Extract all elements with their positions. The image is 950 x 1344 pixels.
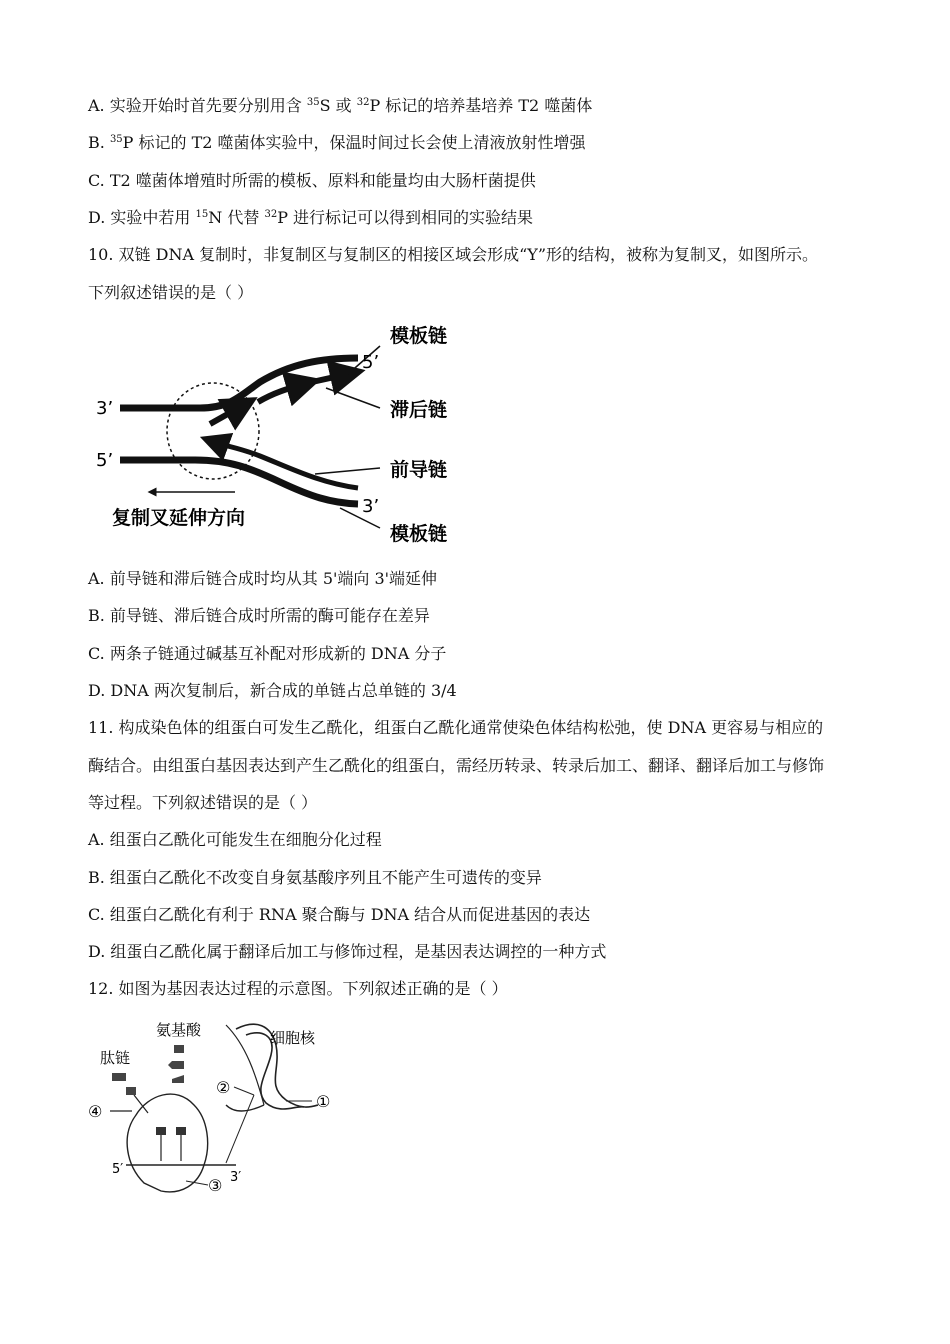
end-5prime: 5′ (112, 1162, 124, 1177)
end-left-top: 3’ (96, 398, 114, 419)
marker-1: ① (316, 1092, 331, 1111)
template-strand-top (120, 358, 358, 408)
q11-stem-line3: 等过程。下列叙述错误的是（ ） (88, 793, 318, 812)
ribosome-outline (127, 1094, 207, 1192)
label-direction: 复制叉延伸方向 (112, 507, 246, 529)
replication-fork-circle (167, 383, 259, 479)
label-template-top: 模板链 (390, 325, 448, 347)
marker-3: ③ (208, 1176, 223, 1195)
label-nucleus: 细胞核 (270, 1029, 316, 1047)
q10-option-d: D. DNA 两次复制后，新合成的单链占总单链的 3/4 (88, 681, 457, 700)
q9-option-c: C. T2 噬菌体增殖时所需的模板、原料和能量均由大肠杆菌提供 (88, 171, 536, 190)
label-leading: 前导链 (390, 459, 448, 481)
trna-2 (176, 1127, 186, 1135)
q10-option-c: C. 两条子链通过碱基互补配对形成新的 DNA 分子 (88, 644, 447, 663)
lagging-fragment-2 (258, 384, 304, 402)
amino-acid-1 (174, 1045, 184, 1053)
label-lagging: 滞后链 (390, 399, 448, 421)
q11-stem-line2: 酶结合。由组蛋白基因表达到产生乙酰化的组蛋白，需经历转录、转录后加工、翻译、翻译后加工与修饰 (88, 756, 825, 775)
end-right-bottom: 3’ (362, 496, 380, 517)
q10-stem-line2: 下列叙述错误的是（ ） (88, 283, 254, 302)
q11-stem-line1: 11. 构成染色体的组蛋白可发生乙酰化，组蛋白乙酰化通常使染色体结构松弛，使 DNA 更容易与相应的 (88, 718, 824, 737)
pointer-2 (234, 1087, 254, 1095)
q12-stem: 12. 如图为基因表达过程的示意图。下列叙述正确的是（ ） (88, 979, 508, 998)
q9-option-d: D. 实验中若用 $^{15}$N 代替 $^{32}$P 进行标记可以得到相同的实验结果 (88, 208, 534, 227)
pointer-3 (186, 1181, 208, 1185)
amino-acid-3 (172, 1075, 184, 1083)
lagging-fragment-3 (312, 374, 348, 382)
pointer-lagging (326, 388, 380, 408)
q10-stem-line1: 10. 双链 DNA 复制时，非复制区与复制区的相接区域会形成“Y”形的结构，被称为复制叉，如图所示。 (88, 245, 819, 264)
q9-option-b: B. $^{35}$P 标记的 T2 噬菌体实验中，保温时间过长会使上清液放射性增强 (88, 133, 586, 152)
gene-expression-figure (86, 1015, 346, 1199)
end-right-top: 5’ (362, 352, 380, 373)
pointer-leading (315, 468, 380, 474)
q11-option-d: D. 组蛋白乙酰化属于翻译后加工与修饰过程，是基因表达调控的一种方式 (88, 942, 607, 961)
q10-option-b: B. 前导链、滞后链合成时所需的酶可能存在差异 (88, 606, 430, 625)
trna-1 (156, 1127, 166, 1135)
marker-4: ④ (88, 1102, 103, 1121)
q11-option-b: B. 组蛋白乙酰化不改变自身氨基酸序列且不能产生可遗传的变异 (88, 868, 542, 887)
amino-acid-2 (168, 1061, 184, 1069)
peptide-block-1 (112, 1073, 126, 1081)
q9-option-a: A. 实验开始时首先要分别用含 $^{35}$S 或 $^{32}$P 标记的培养基培养 T2 噬菌体 (88, 96, 593, 115)
label-peptide: 肽链 (100, 1049, 131, 1067)
pointer-2-down (226, 1095, 254, 1163)
mrna-exit (226, 1105, 264, 1111)
end-left-bottom: 5’ (96, 450, 114, 471)
nucleus-envelope (226, 1025, 264, 1105)
replication-fork-figure (90, 318, 470, 550)
q10-option-a: A. 前导链和滞后链合成时均从其 5'端向 3'端延伸 (88, 569, 438, 588)
q11-option-c: C. 组蛋白乙酰化有利于 RNA 聚合酶与 DNA 结合从而促进基因的表达 (88, 905, 591, 924)
marker-2: ② (216, 1078, 231, 1097)
label-template-bottom: 模板链 (390, 523, 448, 545)
q11-option-a: A. 组蛋白乙酰化可能发生在细胞分化过程 (88, 830, 382, 849)
label-amino-acid: 氨基酸 (156, 1021, 202, 1039)
end-3prime: 3′ (230, 1170, 242, 1185)
peptide-block-2 (126, 1087, 136, 1095)
